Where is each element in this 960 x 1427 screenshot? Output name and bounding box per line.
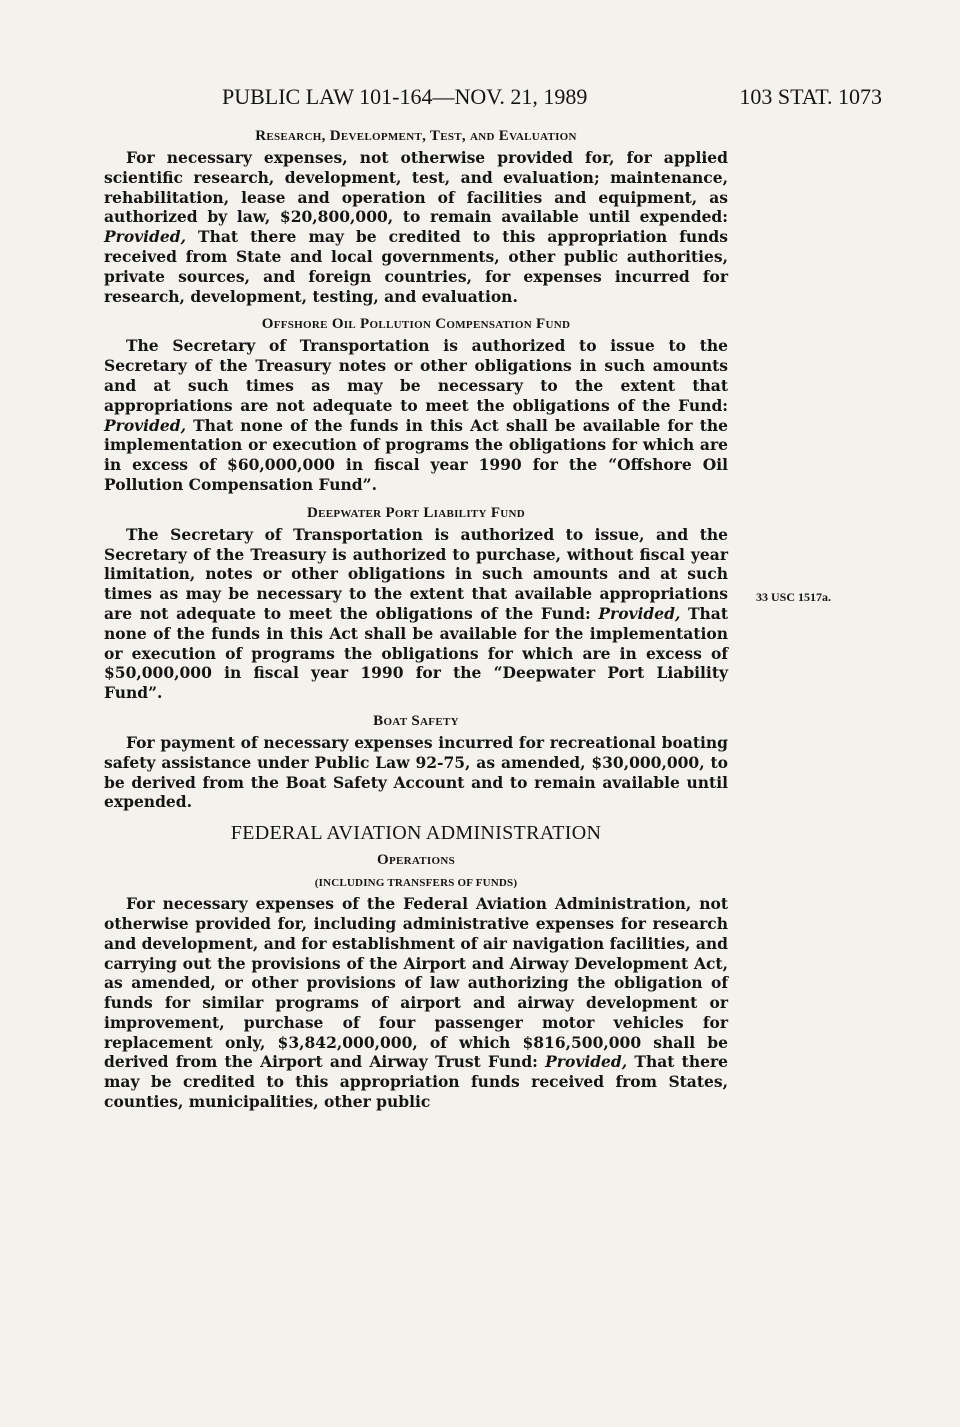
- body-column: [104, 124, 728, 1118]
- boat-paragraph: For payment of necessary expenses incurred for recreational boating safety assistance under Public Law 92-75, as amended, $30,000,000, to be derived from the Boat Safety Account and to remain available until expended.: [104, 732, 728, 812]
- offshore-heading: Offshore Oil Pollution Compensation Fund: [261, 316, 571, 333]
- stat-citation: 103 STAT. 1073: [739, 84, 882, 109]
- transfers-note: (INCLUDING TRANSFERS OF FUNDS): [314, 877, 518, 890]
- deepwater-provided: Provided,: [598, 603, 681, 623]
- research-text-after: That there may be credited to this appropriation funds received from State and local governments, other public authorities, private sources, and foreign countries, for expenses incurred for research, development, testing, and evaluation.: [104, 227, 728, 306]
- offshore-paragraph: [104, 336, 728, 494]
- faa-text-before: For necessary expenses of the Federal Aviation Administration, not otherwise provided for, including administrative expenses for research and development, and for establishment of air navigation facilities, and carrying out the provisions of the Airport and Airway Development Act, as amended, or other provisions of law authorizing the obligation of funds for similar programs of airport and airway development or improvement, purchase of four passenger motor vehicles for replacement only, $3,842,000,000, of which $816,500,000 shall be derived from the Airport and Airway Trust Fund:: [104, 894, 728, 1072]
- offshore-provided: Provided,: [104, 415, 186, 435]
- boat-heading: Boat Safety: [373, 712, 459, 729]
- operations-heading: Operations: [376, 852, 456, 869]
- research-text-before: For necessary expenses, not otherwise provided for, for applied scientific research, development, test, and evaluation; maintenance, rehabilitation, lease and operation of facilities and equipment, as authorized by law, $20,800,000, to remain available until expended:: [104, 148, 728, 227]
- research-paragraph: [104, 148, 728, 306]
- faa-text-after: That there may be credited to this appropriation funds received from States, counties, municipalities, other public: [104, 1052, 728, 1112]
- law-citation: PUBLIC LAW 101-164—NOV. 21, 1989: [222, 84, 588, 109]
- deepwater-text-before: The Secretary of Transportation is authorized to issue, and the Secretary of the Treasury is authorized to purchase, without fiscal year limitation, notes or other obligations in such amounts and at such times as may be necessary to the extent that available appropriations are not adequate to meet the obligations of the Fund:: [104, 524, 728, 623]
- deepwater-text-after: That none of the funds in this Act shall be available for the implementation or execution of programs the obligations for which are in excess of $50,000,000 in fiscal year 1990 for the “Deepwater Port Liability Fund”.: [104, 603, 729, 703]
- faa-heading: FEDERAL AVIATION ADMINISTRATION: [230, 822, 602, 845]
- faa-paragraph: [104, 894, 728, 1112]
- page-header: [222, 84, 882, 114]
- offshore-text-before: The Secretary of Transportation is authorized to issue to the Secretary of the Treasury notes or other obligations in such amounts and at such times as may be necessary to the extent that appropriations are not adequate to meet the obligations of the Fund:: [104, 336, 728, 415]
- faa-provided: Provided,: [545, 1052, 628, 1072]
- research-heading: Research, Development, Test, and Evaluation: [255, 128, 577, 144]
- margin-note: 33 USC 1517a.: [756, 590, 832, 604]
- deepwater-paragraph: [104, 525, 728, 703]
- research-provided: Provided,: [104, 227, 186, 247]
- deepwater-heading: Deepwater Port Liability Fund: [306, 504, 526, 521]
- offshore-text-after: That none of the funds in this Act shall be available for the implementation or execution of programs the obligations for which are in excess of $60,000,000 in fiscal year 1990 for the “Offshore Oil Pollution Compensation Fund”.: [104, 415, 728, 494]
